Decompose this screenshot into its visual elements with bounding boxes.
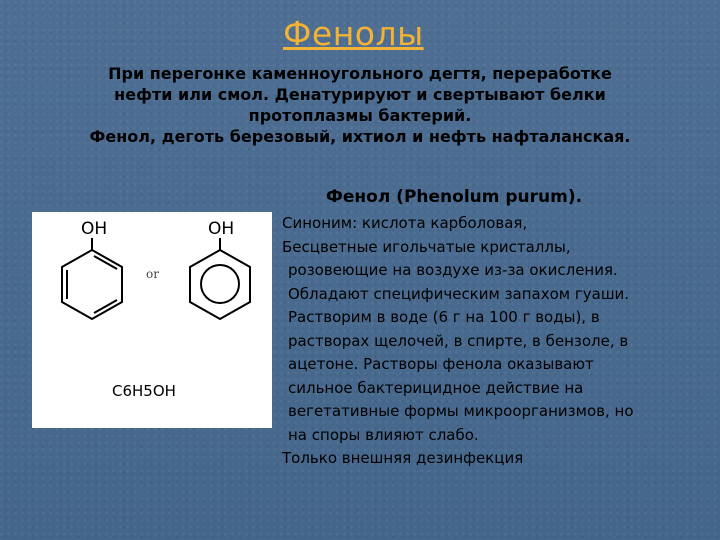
intro-line: протоплазмы бактерий. xyxy=(248,106,472,125)
description xyxy=(282,212,682,471)
or-label: or xyxy=(146,267,159,281)
description-line: Растворим в воде (6 г на 100 г воды), в xyxy=(288,308,600,326)
structure-card xyxy=(32,212,272,428)
description-line: розовеющие на воздухе из-за окисления. xyxy=(288,261,618,279)
oh-label-right: OH xyxy=(208,219,235,239)
kekule-benzene-ring xyxy=(62,238,122,319)
intro-line: При перегонке каменноугольного дегтя, переработке xyxy=(108,64,612,83)
intro-text xyxy=(40,63,680,147)
phenol-heading: Фенол (Phenolum purum). xyxy=(326,187,583,207)
description-line: Синоним: кислота карболовая, xyxy=(282,214,528,232)
description-line: вегетативные формы микроорганизмов, но xyxy=(288,402,634,420)
description-line: растворах щелочей, в спирте, в бензоле, в xyxy=(288,331,629,350)
aromatic-benzene-ring xyxy=(190,238,250,319)
intro-line: нефти или смол. Денатурируют и свертывают белки xyxy=(114,85,606,104)
description-line: Обладают специфическим запахом гуаши. xyxy=(288,284,630,303)
description-line: Только внешняя дезинфекция xyxy=(282,449,524,467)
description-line: сильное бактерицидное действие на xyxy=(288,378,584,397)
description-line: Бесцветные игольчатые кристаллы, xyxy=(282,237,571,256)
chemical-formula: C6H5OH xyxy=(112,382,176,400)
oh-label-left: OH xyxy=(81,219,108,239)
description-line: на споры влияют слабо. xyxy=(288,425,479,444)
intro-line: Фенол, деготь березовый, ихтиол и нефть нафталанская. xyxy=(89,127,631,146)
slide-title: Фенолы xyxy=(283,14,424,53)
description-line: ацетоне. Растворы фенола оказывают xyxy=(288,355,594,373)
